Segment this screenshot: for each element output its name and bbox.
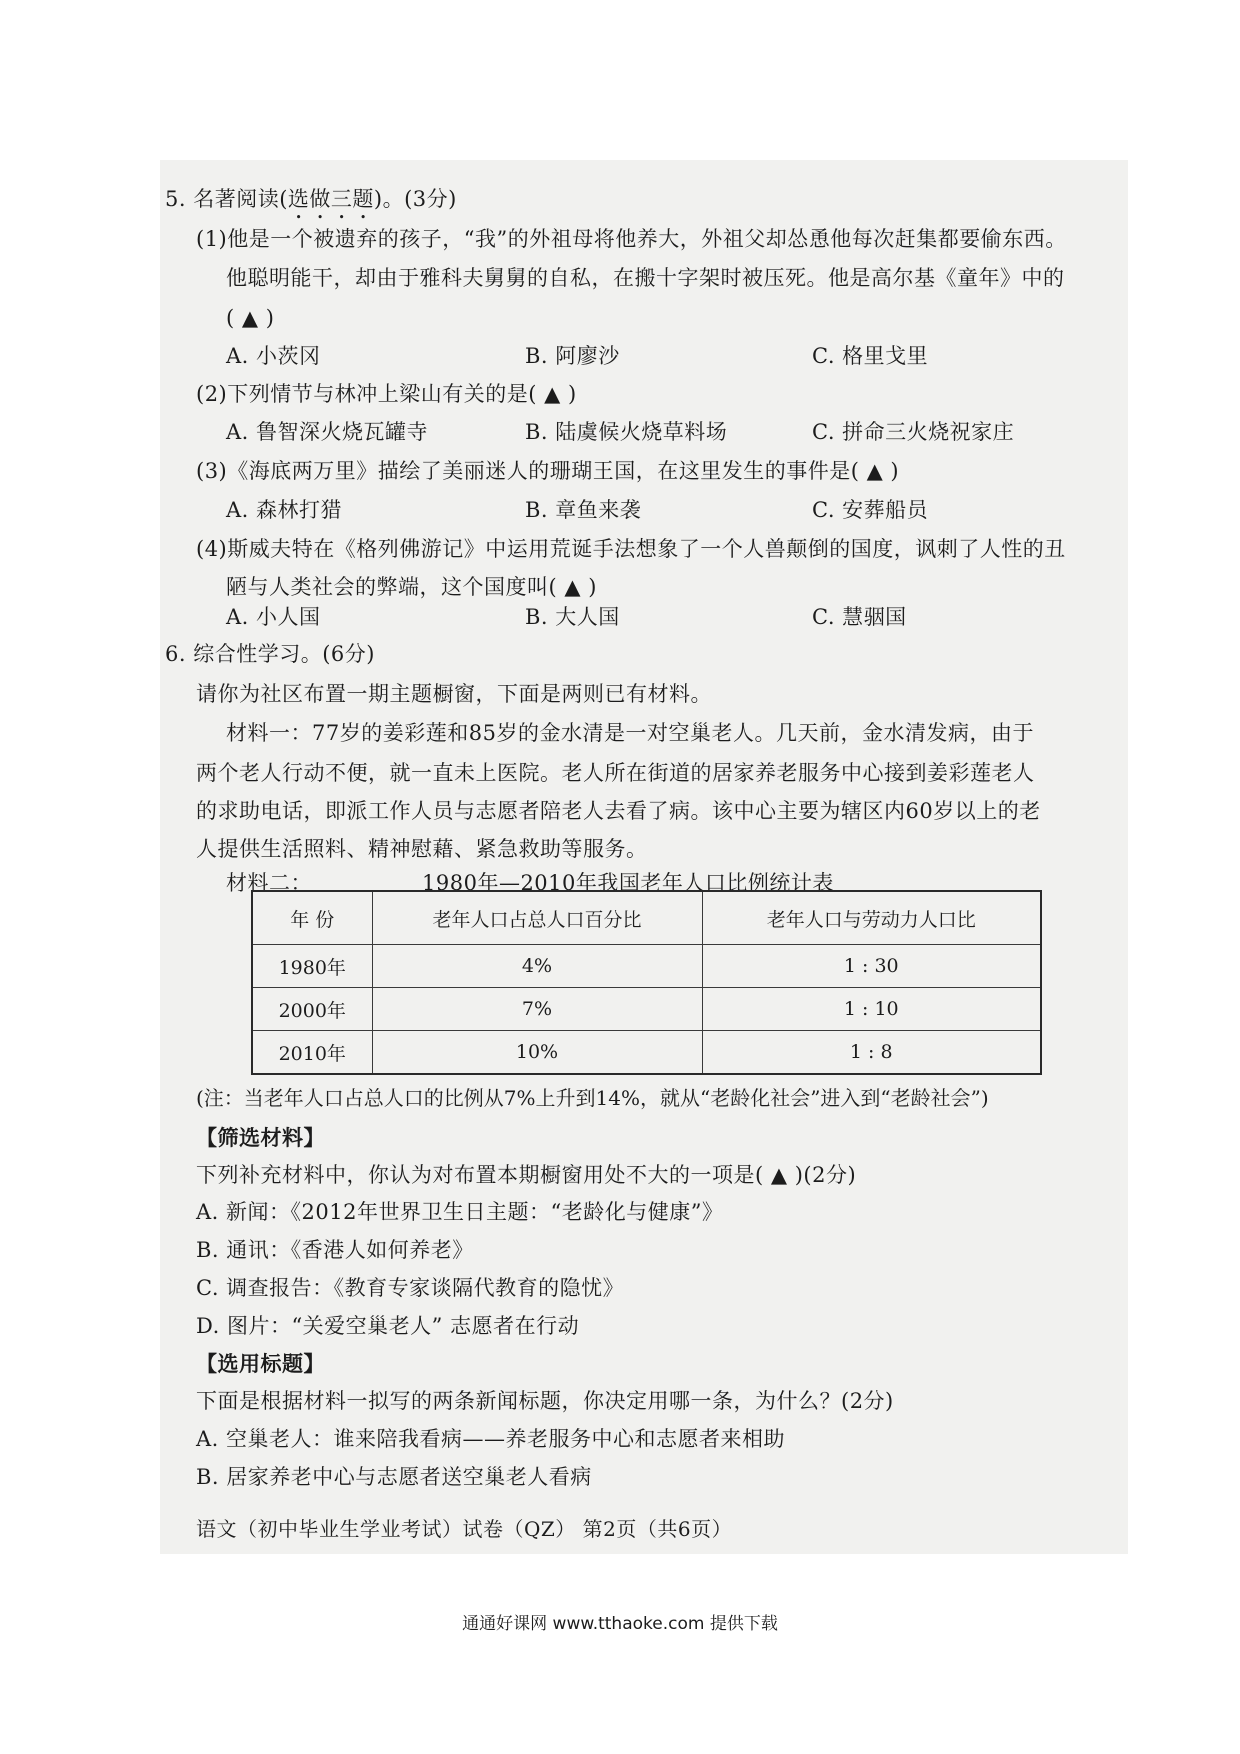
q6-material1-line3: 的求助电话，即派工作人员与志愿者陪老人去看了病。该中心主要为辖区内60岁以上的老 bbox=[196, 799, 1041, 823]
table-cell: 4% bbox=[372, 945, 702, 988]
q5-s2-option-c: C. 拼命三火烧祝家庄 bbox=[812, 420, 1015, 444]
q5-title: 5. 名著阅读(选做三题)。(3分) bbox=[165, 187, 457, 211]
q6-title: 6. 综合性学习。(6分) bbox=[165, 642, 375, 666]
page-footer: 语文（初中毕业生学业考试）试卷（QZ） 第2页（共6页） bbox=[196, 1517, 733, 1541]
q5-s3-option-a: A. 森林打猎 bbox=[226, 498, 343, 522]
section1-question: 下列补充材料中，你认为对布置本期橱窗用处不大的一项是( ▲ )(2分) bbox=[196, 1163, 857, 1187]
section1-option-c: C. 调查报告：《教育专家谈隔代教育的隐忧》 bbox=[196, 1276, 625, 1300]
q5-s4-option-c: C. 慧骃国 bbox=[812, 605, 907, 629]
q6-material1-line4: 人提供生活照料、精神慰藉、紧急救助等服务。 bbox=[196, 837, 648, 861]
q5-s3-option-c: C. 安葬船员 bbox=[812, 498, 929, 522]
q5-s1-option-b: B. 阿廖沙 bbox=[525, 344, 620, 368]
section2-option-a: A. 空巢老人：谁来陪我看病——养老服务中心和志愿者来相助 bbox=[196, 1427, 786, 1451]
table-row bbox=[252, 945, 1041, 988]
section2-question: 下面是根据材料一拟写的两条新闻标题，你决定用哪一条，为什么？(2分) bbox=[196, 1389, 894, 1413]
q5-s3: (3)《海底两万里》描绘了美丽迷人的珊瑚王国，在这里发生的事件是( ▲ ) bbox=[196, 459, 900, 483]
q5-s1-line1: (1)他是一个被遗弃的孩子，“我”的外祖母将他养大，外祖父却怂恿他每次赶集都要偷东西。 bbox=[196, 227, 1067, 251]
table-title: 1980年—2010年我国老年人口比例统计表 bbox=[422, 871, 834, 895]
q5-s1-answer: ( ▲ ) bbox=[226, 306, 275, 330]
q5-s3-option-b: B. 章鱼来袭 bbox=[525, 498, 642, 522]
table-cell: 2000年 bbox=[252, 988, 372, 1031]
q5-s2-option-b: B. 陆虞候火烧草料场 bbox=[525, 420, 728, 444]
q5-s4-line1: (4)斯威夫特在《格列佛游记》中运用荒诞手法想象了一个人兽颠倒的国度，讽刺了人性的丑 bbox=[196, 537, 1066, 561]
table-cell: 1 : 8 bbox=[702, 1031, 1041, 1075]
elderly-population-table bbox=[251, 890, 1042, 1075]
q6-material2-label: 材料二： bbox=[226, 871, 312, 895]
q5-s2: (2)下列情节与林冲上梁山有关的是( ▲ ) bbox=[196, 382, 577, 406]
q5-s1-option-a: A. 小茨冈 bbox=[226, 344, 321, 368]
q6-material1-line2: 两个老人行动不便，就一直未上医院。老人所在街道的居家养老服务中心接到姜彩莲老人 bbox=[196, 761, 1035, 785]
table-note: (注：当老年人口占总人口的比例从7%上升到14%，就从“老龄化社会”进入到“老龄社会”) bbox=[196, 1086, 989, 1110]
section-screen-materials: 【筛选材料】 bbox=[196, 1125, 325, 1150]
table-cell: 1980年 bbox=[252, 945, 372, 988]
section1-option-b: B. 通讯：《香港人如何养老》 bbox=[196, 1238, 474, 1262]
table-cell: 7% bbox=[372, 988, 702, 1031]
section1-option-a: A. 新闻：《2012年世界卫生日主题：“老龄化与健康”》 bbox=[196, 1200, 724, 1224]
q5-s4-option-a: A. 小人国 bbox=[226, 605, 321, 629]
table-header: 年 份 bbox=[252, 891, 372, 945]
section-select-title: 【选用标题】 bbox=[196, 1351, 325, 1376]
table-cell: 1 : 10 bbox=[702, 988, 1041, 1031]
section1-option-d: D. 图片：“关爱空巢老人” 志愿者在行动 bbox=[196, 1314, 580, 1338]
q5-s4-line2: 陋与人类社会的弊端，这个国度叫( ▲ ) bbox=[226, 575, 597, 599]
table-row bbox=[252, 988, 1041, 1031]
section2-option-b: B. 居家养老中心与志愿者送空巢老人看病 bbox=[196, 1465, 592, 1489]
q5-s2-option-a: A. 鲁智深火烧瓦罐寺 bbox=[226, 420, 429, 444]
q6-material1-line1: 材料一：77岁的姜彩莲和85岁的金水清是一对空巢老人。几天前，金水清发病，由于 bbox=[226, 721, 1034, 745]
table-cell: 10% bbox=[372, 1031, 702, 1075]
table-header: 老年人口与劳动力人口比 bbox=[702, 891, 1041, 945]
website-footer: 通通好课网 www.tthaoke.com 提供下载 bbox=[462, 1614, 778, 1634]
table-header: 老年人口占总人口百分比 bbox=[372, 891, 702, 945]
table-header-row bbox=[252, 891, 1041, 945]
q5-s1-option-c: C. 格里戈里 bbox=[812, 344, 929, 368]
table-cell: 1 : 30 bbox=[702, 945, 1041, 988]
q5-s4-option-b: B. 大人国 bbox=[525, 605, 620, 629]
table-cell: 2010年 bbox=[252, 1031, 372, 1075]
q5-s1-line2: 他聪明能干，却由于雅科夫舅舅的自私，在搬十字架时被压死。他是高尔基《童年》中的 bbox=[226, 266, 1065, 290]
table-row bbox=[252, 1031, 1041, 1075]
q6-intro: 请你为社区布置一期主题橱窗，下面是两则已有材料。 bbox=[196, 682, 712, 706]
